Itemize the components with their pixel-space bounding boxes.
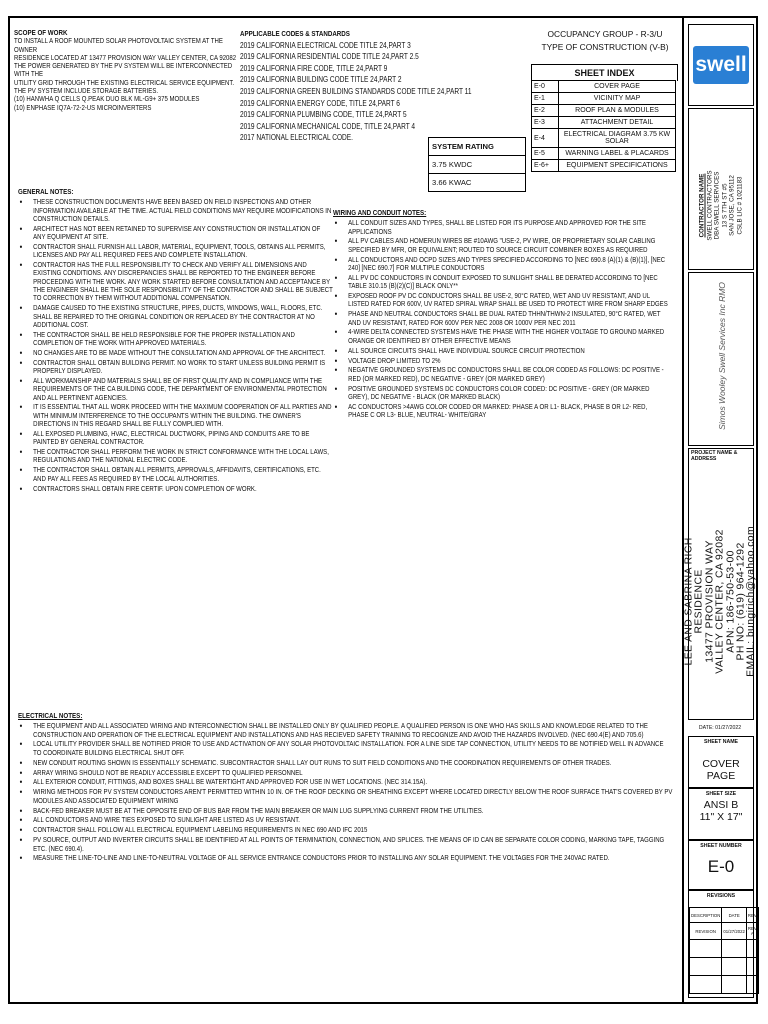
sheet-index-number: E-5 bbox=[532, 148, 559, 160]
sheet-index-number: E-2 bbox=[532, 105, 559, 117]
scope-line: TO INSTALL A ROOF MOUNTED SOLAR PHOTOVOLTAIC SYSTEM AT THE OWNER bbox=[14, 36, 223, 54]
revision-header: REV bbox=[746, 908, 758, 923]
sheet-size-2: 11" X 17" bbox=[699, 811, 743, 823]
electrical-note: • PV SOURCE, OUTPUT AND INVERTER CIRCUITS SHALL BE IDENTIFIED AT ALL POINTS OF TERMINATION, CONNECTION, AND SPLICES. THE MEANS OF ID CAN BE SEPARATE COLOR CODING, MARKING TAPE, TAGGING ETC. (NEC 690.4). bbox=[18, 836, 673, 853]
general-note: • ARCHITECT HAS NOT BEEN RETAINED TO SUPERVISE ANY CONSTRUCTION OR INSTALLATION OF ANY EQUIPMENT AT SITE. bbox=[18, 225, 333, 242]
general-notes-heading: GENERAL NOTES: bbox=[18, 187, 74, 196]
revision-header: DESCRIPTION bbox=[690, 908, 722, 923]
contractor-box bbox=[688, 108, 754, 270]
code-line: 2019 CALIFORNIA MECHANICAL CODE, TITLE 24,PART 4 bbox=[240, 121, 416, 131]
sheet-index-name: WARNING LABEL & PLACARDS bbox=[559, 148, 676, 160]
project-heading: PROJECT NAME & ADDRESS bbox=[691, 450, 738, 462]
logo-text: swell bbox=[695, 53, 747, 76]
general-note: • THESE CONSTRUCTION DOCUMENTS HAVE BEEN BASED ON FIELD INSPECTIONS AND OTHER INFORMATION AVAILABLE AT THE TIME. ACTUAL FIELD CONDITIONS MAY REQUIRE MODIFICATIONS IN CONSTRUCTION DETAILS. bbox=[18, 198, 333, 223]
code-line: 2019 CALIFORNIA ELECTRICAL CODE TITLE 24,PART 3 bbox=[240, 40, 411, 50]
general-note: • CONTRACTOR SHALL OBTAIN BUILDING PERMIT. NO WORK TO START UNLESS BUILDING PERMIT IS PROPERLY DISPLAYED. bbox=[18, 359, 333, 376]
scope-line: (10) ENPHASE IQ7A-72-2-US MICROINVERTERS bbox=[14, 102, 152, 112]
construction-type: TYPE OF CONSTRUCTION (V-B) bbox=[541, 42, 669, 52]
sheet-index-row bbox=[532, 117, 676, 129]
contractor-line: DBA SWELL SERVICES bbox=[713, 171, 721, 240]
general-note: • THE CONTRACTOR SHALL OBTAIN ALL PERMITS, APPROVALS, AFFIDAVITS, CERTIFICATIONS, ETC. AND PAY ALL FEES AS REQUIRED BY THE LOCAL AUTHORITIES. bbox=[18, 466, 333, 483]
general-note: • CONTRACTOR HAS THE FULL RESPONSIBILITY TO CHECK AND VERIFY ALL DIMENSIONS AND EXISTING CONDITIONS. ANY DISCREPANCIES SHALL BE REPORTED TO THE ENGINEER BEFORE PROCEEDING WITH THE WORK. ANY WORK STARTED BEFORE CONSULTATION AND ACCEPTANCE BY THE ENGINEER SHALL BE THE SOLE RESPONSIBILITY OF THE CONTRACTOR AND SHALL BE SUBJECT TO CORRECTION BY THEM WITHOUT ADDITIONAL COMPENSATION. bbox=[18, 261, 333, 302]
sheet-index-name: COVER PAGE bbox=[559, 81, 676, 93]
wiring-note: • ALL PV CABLES AND HOMERUN WIRES BE #10AWG "USE-2, PV WIRE, OR PROPRIETARY SOLAR CABLING SPECIFIED BY MFR, OR EQUIVALENT; ROUTED TO SOURCE CIRCUIT COMBINER BOXES AS REQUIRED bbox=[333, 237, 669, 254]
wiring-note: • 4-WIRE DELTA CONNECTED SYSTEMS HAVE THE PHASE WITH THE HIGHER VOLTAGE TO GROUND MARKED ORANGE OR IDENTIFIED BY OTHER EFFECTIVE MEANS bbox=[333, 328, 669, 345]
sheet-index-table bbox=[531, 80, 676, 172]
system-rating-kwdc: 3.75 KWDC bbox=[429, 156, 526, 174]
sheet-index-row bbox=[532, 93, 676, 105]
title-block bbox=[682, 18, 758, 1002]
sheet-size-1: ANSI B bbox=[703, 799, 739, 811]
project-line: LEE AND SABRINA RICH bbox=[683, 537, 695, 666]
general-notes-list bbox=[18, 198, 333, 493]
wiring-note: • PHASE AND NEUTRAL CONDUCTORS SHALL BE DUAL RATED THHN/THWN-2 INSULATED, 90°C RATED, WET AND UV RESISTANT, RATED FOR 600V PER NEC 2008 OR 1000V PER NEC 2011 bbox=[333, 310, 669, 327]
project-line: RESIDENCE bbox=[693, 569, 705, 634]
scope-heading: SCOPE OF WORK bbox=[14, 28, 68, 37]
code-line: 2019 CALIFORNIA ENERGY CODE, TITLE 24,PART 6 bbox=[240, 98, 400, 108]
project-box bbox=[683, 448, 758, 720]
contractor-line: SWELL CONTRACTORS bbox=[706, 170, 713, 241]
contractor-info bbox=[699, 126, 744, 286]
sheet-index-row bbox=[532, 129, 676, 148]
wiring-note: • NEGATIVE GROUNDED SYSTEMS DC CONDUCTORS SHALL BE COLOR CODED AS FOLLOWS: DC POSITIVE - RED (OR MARKED RED), DC NEGATIVE - GREY (OR MARKED GREY) bbox=[333, 366, 669, 383]
wiring-note: • VOLTAGE DROP LIMITED TO 2% bbox=[333, 357, 669, 365]
project-line: VALLEY CENTER, CA 92082 bbox=[714, 529, 726, 674]
scope-of-work bbox=[14, 29, 241, 112]
electrical-note: • BACK-FED BREAKER MUST BE AT THE OPPOSITE END OF BUS BAR FROM THE MAIN BREAKER OR MAIN LUG SUPPLYING CURRENT FROM THE UTILITIES. bbox=[18, 807, 673, 815]
signature-box bbox=[688, 272, 754, 446]
sheet-number-box bbox=[688, 840, 754, 890]
revision-cell: 01/27/2022 bbox=[722, 923, 747, 940]
wiring-note: • ALL CONDUCTORS AND OCPD SIZES AND TYPES SPECIFIED ACCORDING TO [NEC 690.8 (A)(1) & (B)(1)], [NEC 240] [NEC 690.7] FOR MULTIPLE CONDUCTORS bbox=[333, 256, 669, 273]
project-line: EMAIL: bungirich@yahoo.com bbox=[746, 525, 758, 677]
codes-heading: APPLICABLE CODES & STANDARDS bbox=[240, 29, 350, 38]
electrical-notes bbox=[18, 712, 673, 864]
electrical-note: • THE EQUIPMENT AND ALL ASSOCIATED WIRING AND INTERCONNECTION SHALL BE INSTALLED ONLY BY QUALIFIED PEOPLE. A QUALIFIED PERSON IS ONE WHO HAS SKILLS AND KNOWLEDGE RELATED TO THE CONSTRUCTION AND OPERATION OF THE ELECTRICAL EQUIPMENT AND INSTALLATIONS AND HAS RECIEVED SAFETY TRAINING TO RECOGNIZE AND AVOID THE HAZARDS INVOLVED. (NEC 690.4(E) AND 705.6) bbox=[18, 722, 673, 739]
contractor-line: 13 S 7TH ST #5 bbox=[721, 183, 728, 228]
general-notes bbox=[18, 188, 333, 494]
project-lines bbox=[685, 469, 758, 733]
scope-line: UTILITY GRID THROUGH THE EXISTING ELECTRICAL SERVICE EQUIPMENT. bbox=[14, 77, 235, 87]
contractor-lines bbox=[706, 126, 744, 286]
code-line: 2017 NATIONAL ELECTRICAL CODE. bbox=[240, 133, 353, 143]
wiring-notes-heading: WIRING AND CONDUIT NOTES: bbox=[333, 208, 427, 217]
revision-cell: REV A bbox=[746, 923, 758, 940]
codes-lines bbox=[240, 40, 500, 144]
contractor-heading: CONTRACTOR NAME bbox=[698, 173, 706, 238]
electrical-note: • MEASURE THE LINE-TO-LINE AND LINE-TO-NEUTRAL VOLTAGE OF ALL SERVICE ENTRANCE CONDUCTORS PRIOR TO INSTALLING ANY SOLAR EQUIPMENT. THE VOLTAGES FOR THE 240VAC RATED. bbox=[18, 854, 673, 862]
scope-line: THE PV SYSTEM INCLUDE STORAGE BATTERIES. bbox=[14, 86, 159, 96]
code-line: 2019 CALIFORNIA BUILDING CODE TITLE 24,PART 2 bbox=[240, 75, 402, 85]
contractor-line: SAN JOSE, CA 95112 bbox=[728, 175, 736, 236]
sheet-index-row bbox=[532, 105, 676, 117]
code-line: 2019 CALIFORNIA GREEN BUILDING STANDARDS CODE TITLE 24,PART 11 bbox=[240, 86, 472, 96]
electrical-notes-list bbox=[18, 722, 673, 862]
sheet-name-label: SHEET NAME bbox=[703, 739, 738, 745]
electrical-note: • ALL CONDUCTORS AND WIRE TIES EXPOSED TO SUNLIGHT ARE LISTED AS UV RESISTANT. bbox=[18, 816, 673, 824]
signature: Simos Wooley Swell Services Inc RMO bbox=[717, 282, 727, 430]
sheet-name: COVER PAGE bbox=[702, 758, 740, 782]
sheet-index-row bbox=[532, 160, 676, 172]
sheet-name-box bbox=[688, 736, 754, 788]
wiring-note: • ALL SOURCE CIRCUITS SHALL HAVE INDIVIDUAL SOURCE CIRCUIT PROTECTION bbox=[333, 347, 669, 355]
code-line: 2019 CALIFORNIA PLUMBING CODE, TITLE 24,PART 5 bbox=[240, 110, 407, 120]
sheet-index-name: ELECTRICAL DIAGRAM 3.75 KW SOLAR bbox=[559, 129, 676, 148]
project-line: APN: 186-750-53-00 bbox=[725, 550, 737, 653]
sheet-index-name: VICINITY MAP bbox=[559, 93, 676, 105]
revisions-box bbox=[688, 890, 757, 998]
general-note: • NO CHANGES ARE TO BE MADE WITHOUT THE CONSULTATION AND APPROVAL OF THE ARCHITECT. bbox=[18, 349, 333, 357]
sheet-size-box bbox=[688, 788, 754, 840]
project-address bbox=[685, 469, 758, 733]
wiring-note: • ALL PV DC CONDUCTORS IN CONDUIT EXPOSED TO SUNLIGHT SHALL BE DERATED ACCORDING TO [NEC TABLE 310.15 (B)(2)(C)] BLACK ONLY** bbox=[333, 274, 669, 291]
sheet-size-label: SHEET SIZE bbox=[705, 791, 737, 797]
general-note: • THE CONTRACTOR SHALL BE HELD RESPONSIBLE FOR THE PROPER INSTALLATION AND COMPLETION OF THE WORK WITH APPROVED MATERIALS. bbox=[18, 331, 333, 348]
occupancy-group: OCCUPANCY GROUP - R-3/U bbox=[547, 29, 663, 39]
electrical-note: • WIRING METHODS FOR PV SYSTEM CONDUCTORS AREN'T PERMITTED WITHIN 10 IN. OF THE ROOF DECKING OR SHEATHING EXCEPT WHERE LOCATED DIRECTLY BELOW THE ROOF SURFACE THAT'S COVERED BY PV MODULES AND ASSOCIATED EQUIPMENT WIRING bbox=[18, 788, 673, 805]
system-rating-title: SYSTEM RATING bbox=[429, 138, 526, 156]
sheet-number: E-0 bbox=[707, 857, 735, 876]
sheet-index-number: E-3 bbox=[532, 117, 559, 129]
wiring-notes bbox=[333, 209, 669, 421]
general-note: • ALL WORKMANSHIP AND MATERIALS SHALL BE OF FIRST QUALITY AND IN COMPLIANCE WITH THE REQUIREMENTS OF THE CA BUILDING CODE, THE DEPARTMENT OF ENVIRONMENTAL PROTECTION AND ALL PERTINENT AGENCIES. bbox=[18, 377, 333, 402]
wiring-note: • EXPOSED ROOF PV DC CONDUCTORS SHALL BE USE-2, 90°C RATED, WET AND UV RESISTANT, AND UL LISTED RATED FOR 600V, UV RATED SPIRAL WRAP SHALL BE USED TO PROTECT WIRE FROM SHARP EDGES bbox=[333, 292, 669, 309]
revision-cell: REVISION bbox=[690, 923, 722, 940]
electrical-note: • CONTRACTOR SHALL FOLLOW ALL ELECTRICAL EQUIPMENT LABELING REQUIREMENTS IN NEC 690 AND IFC 2015 bbox=[18, 826, 673, 834]
general-note: • CONTRACTORS SHALL OBTAIN FIRE CERTIF. UPON COMPLETION OF WORK. bbox=[18, 485, 333, 493]
revisions-label: REVISIONS bbox=[706, 893, 736, 899]
electrical-note: • LOCAL UTILITY PROVIDER SHALL BE NOTIFIED PRIOR TO USE AND ACTIVATION OF ANY SOLAR PHOTOVOLTAIC INSTALLATION. FOR A LINE SIDE TAP CONNECTION, UTILITY NEEDS TO BE NOTIFIED WELL IN ADVANCE TO COORDINATE BUILDING ELECTRICAL SHUT OFF. bbox=[18, 740, 673, 757]
sheet-index-title: SHEET INDEX bbox=[531, 64, 678, 81]
sheet-index-number: E-4 bbox=[532, 129, 559, 148]
scope-lines bbox=[14, 37, 241, 112]
scope-line: RESIDENCE LOCATED AT 13477 PROVISION WAY VALLEY CENTER, CA 92082 bbox=[14, 52, 237, 62]
system-rating-kwac: 3.66 KWAC bbox=[429, 174, 526, 192]
code-line: 2019 CALIFORNIA FIRE CODE, TITLE 24,PART 9 bbox=[240, 63, 388, 73]
wiring-notes-list bbox=[333, 219, 669, 419]
sheet-index-number: E-1 bbox=[532, 93, 559, 105]
electrical-notes-heading: ELECTRICAL NOTES: bbox=[18, 711, 83, 720]
project-line: PH NO: (619) 964-1292 bbox=[735, 542, 747, 661]
general-note: • DAMAGE CAUSED TO THE EXISTING STRUCTURE, PIPES, DUCTS, WINDOWS, WALL, FLOORS, ETC. SHALL BE REPAIRED TO THE ORIGINAL CONDITION OR REPLACED BY THE CONTRACTOR AT NO ADDITIONAL COST. bbox=[18, 304, 333, 329]
sheet-index-number: E-6+ bbox=[532, 160, 559, 172]
occupancy-block bbox=[531, 28, 679, 54]
sheet-index-name: EQUIPMENT SPECIFICATIONS bbox=[559, 160, 676, 172]
drawing-date: DATE: 01/27/2022 bbox=[698, 725, 742, 731]
sheet-number-label: SHEET NUMBER bbox=[700, 843, 742, 849]
sheet-index-row bbox=[532, 81, 676, 93]
code-line: 2019 CALIFORNIA RESIDENTIAL CODE TITLE 24,PART 2.5 bbox=[240, 52, 419, 62]
contractor-line: CSLB LIC # 1021183 bbox=[736, 176, 743, 235]
wiring-note: • AC CONDUCTORS >4AWG COLOR CODED OR MARKED: PHASE A OR L1- BLACK, PHASE B OR L2- RED, PHASE C OR L3- BLUE, NEUTRAL- WHITE/GRAY bbox=[333, 403, 669, 420]
company-logo bbox=[688, 24, 754, 106]
sheet-index-row bbox=[532, 148, 676, 160]
wiring-note: • ALL CONDUIT SIZES AND TYPES, SHALL BE LISTED FOR ITS PURPOSE AND APPROVED FOR THE SITE APPLICATIONS bbox=[333, 219, 669, 236]
sheet-index-name: ROOF PLAN & MODULES bbox=[559, 105, 676, 117]
sheet-index-name: ATTACHMENT DETAIL bbox=[559, 117, 676, 129]
electrical-note: • ALL EXTERIOR CONDUIT, FITTINGS, AND BOXES SHALL BE WATERTIGHT AND APPROVED FOR USE IN WET LOCATIONS. (NEC 314.15A). bbox=[18, 778, 673, 786]
general-note: • THE CONTRACTOR SHALL PERFORM THE WORK IN STRICT CONFORMANCE WITH THE LOCAL LAWS, REGULATIONS AND THE NATIONAL ELECTRIC CODE. bbox=[18, 448, 333, 465]
general-note: • CONTRACTOR SHALL FURNISH ALL LABOR, MATERIAL, EQUIPMENT, TOOLS, OBTAINS ALL PERMITS, LICENSES AND PAY ALL REQUIRED FEES AND COMPLETE INSTALLATION. bbox=[18, 243, 333, 260]
scope-line: (10) HANWHA Q CELLS Q.PEAK DUO BLK ML-G9+ 375 MODULES bbox=[14, 94, 200, 104]
system-rating-table bbox=[428, 137, 526, 192]
applicable-codes bbox=[240, 28, 500, 144]
sheet-index-number: E-0 bbox=[532, 81, 559, 93]
wiring-note: • POSITIVE GROUNDED SYSTEMS DC CONDUCTORS COLOR CODED: DC POSITIVE - GREY (OR MARKED GREY), DC NEGATIVE - BLACK (OR MARKED BLACK) bbox=[333, 385, 669, 402]
revision-header: DATE bbox=[722, 908, 747, 923]
electrical-note: • ARRAY WIRING SHOULD NOT BE READILY ACCESSIBLE EXCEPT TO QUALIFIED PERSONNEL bbox=[18, 769, 673, 777]
general-note: • ALL EXPOSED PLUMBING, HVAC, ELECTRICAL DUCTWORK, PIPING AND CONDUITS ARE TO BE PAINTED BY GENERAL CONTRACTOR. bbox=[18, 430, 333, 447]
general-note: • IT IS ESSENTIAL THAT ALL WORK PROCEED WITH THE MAXIMUM COOPERATION OF ALL PARTIES AND WITH MINIMUM INTERFERENCE TO THE OCCUPANTS WITHIN THE BUILDING. THE OWNER'S DIRECTIONS IN THIS REGARD SHALL BE FULLY COMPLIED WITH. bbox=[18, 403, 333, 428]
revisions-table bbox=[689, 907, 759, 994]
electrical-note: • NEW CONDUIT ROUTING SHOWN IS ESSENTIALLY SCHEMATIC. SUBCONTRACTOR SHALL LAY OUT RUNS TO SUIT FIELD CONDITIONS AND THE COORDINATION REQUIREMENTS OF OTHER TRADES. bbox=[18, 759, 673, 767]
project-line: 13477 PROVISION WAY bbox=[704, 540, 716, 663]
scope-line: THE POWER GENERATED BY THE PV SYSTEM WILL BE INTERCONNECTED WITH THE bbox=[14, 61, 233, 79]
